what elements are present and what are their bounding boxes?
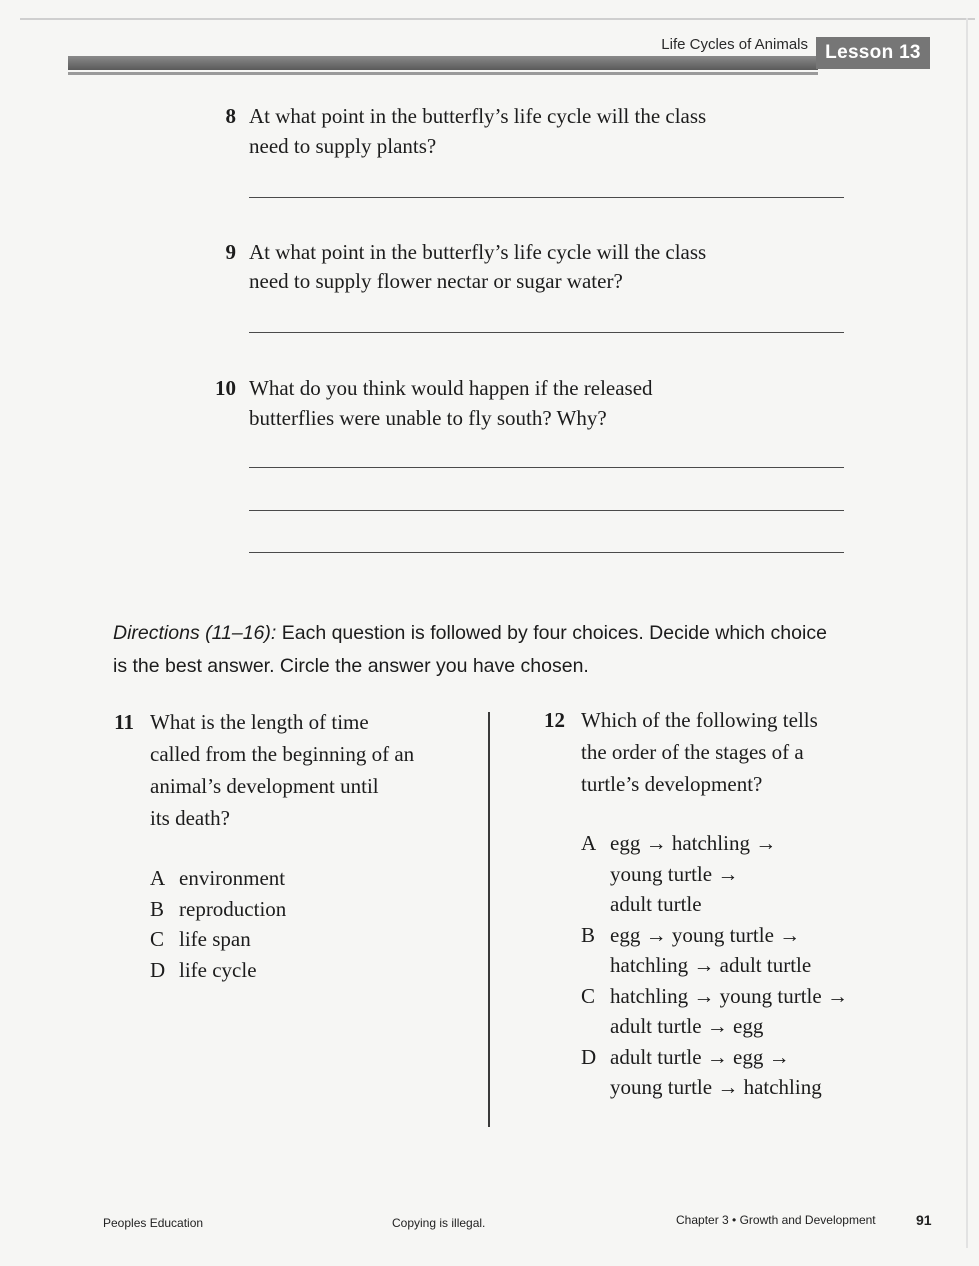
question-number: 8 xyxy=(225,104,236,128)
question-text-line: butterflies were unable to fly south? Why? xyxy=(249,406,607,430)
question-text-line: At what point in the butterfly’s life cycle will the class xyxy=(249,240,707,264)
question-text-line: At what point in the butterfly’s life cycle will the class xyxy=(249,104,707,128)
question-number: 11 xyxy=(114,710,134,734)
answer-choice-b[interactable] xyxy=(150,894,286,925)
choice-text-line: adult turtle → egg xyxy=(610,1014,764,1038)
choice-text-line: adult turtle → egg → xyxy=(610,1044,790,1069)
answer-choice-d[interactable] xyxy=(150,955,286,986)
answer-line-10a[interactable] xyxy=(249,467,844,468)
column-divider xyxy=(488,712,490,1127)
question-text-line: the order of the stages of a xyxy=(581,740,804,764)
directions xyxy=(113,617,833,683)
choice-letter: B xyxy=(581,922,596,947)
answer-choice-b[interactable] xyxy=(581,920,848,981)
answer-line-9[interactable] xyxy=(249,332,844,333)
choice-text-line: egg → young turtle → xyxy=(610,922,801,947)
answer-line-8[interactable] xyxy=(249,197,844,198)
directions-label: Directions (11–16): xyxy=(113,622,277,644)
choice-letter: C xyxy=(581,983,596,1008)
choice-letter: D xyxy=(581,1044,597,1069)
choice-text-line: hatchling → adult turtle xyxy=(610,953,812,977)
question-text-line: its death? xyxy=(150,806,230,830)
answer-choice-c[interactable] xyxy=(581,981,848,1042)
question-number: 9 xyxy=(225,240,236,264)
choice-text: life cycle xyxy=(179,957,257,982)
question-number: 12 xyxy=(544,708,565,732)
question-text-line: called from the beginning of an xyxy=(150,742,415,766)
q11-choices xyxy=(150,863,286,985)
choice-text: life span xyxy=(179,927,251,951)
choice-text: reproduction xyxy=(179,896,287,921)
choice-letter: A xyxy=(581,831,597,855)
question-text-line: need to supply plants? xyxy=(249,134,437,158)
answer-line-10c[interactable] xyxy=(249,552,844,553)
answer-line-10b[interactable] xyxy=(249,510,844,511)
header-band xyxy=(68,56,818,70)
question-text-line: animal’s development until xyxy=(150,774,379,798)
question-text-line: Which of the following tells xyxy=(581,708,818,732)
answer-choice-c[interactable] xyxy=(150,924,286,955)
footer-copyright: Copying is illegal. xyxy=(392,1216,486,1230)
lesson-title: Life Cycles of Animals xyxy=(661,36,808,53)
choice-text-line: young turtle → xyxy=(610,861,739,886)
page-number: 91 xyxy=(916,1212,932,1228)
q12-choices xyxy=(581,828,848,1103)
lesson-tab: Lesson 13 xyxy=(816,37,930,69)
choice-letter: C xyxy=(150,927,165,951)
choice-text-line: hatchling → young turtle → xyxy=(610,983,848,1008)
footer-publisher: Peoples Education xyxy=(103,1216,204,1230)
question-text-line: need to supply flower nectar or sugar water? xyxy=(249,269,623,293)
choice-text-line: young turtle → hatchling xyxy=(610,1075,822,1099)
choice-letter: A xyxy=(150,866,166,890)
choice-letter: D xyxy=(150,957,166,982)
choice-text-line: adult turtle xyxy=(610,892,702,916)
choice-text: environment xyxy=(179,866,286,890)
answer-choice-a[interactable] xyxy=(150,863,286,894)
top-rule xyxy=(20,18,975,20)
question-text-line: What is the length of time xyxy=(150,710,369,734)
directions-text: Each question is followed by four choices. Decide which choice is the best answer. Circle the answer you have chosen. xyxy=(113,622,827,677)
choice-letter: B xyxy=(150,896,165,921)
question-text-line: turtle’s development? xyxy=(581,772,763,796)
header-band-underline xyxy=(68,72,818,75)
footer-chapter: Chapter 3 • Growth and Development xyxy=(676,1213,876,1227)
answer-choice-a[interactable] xyxy=(581,828,848,920)
answer-choice-d[interactable] xyxy=(581,1042,848,1103)
page-edge xyxy=(966,18,968,1248)
question-number: 10 xyxy=(215,376,236,400)
choice-text-line: egg → hatchling → xyxy=(610,831,777,855)
question-text-line: What do you think would happen if the released xyxy=(249,376,653,400)
